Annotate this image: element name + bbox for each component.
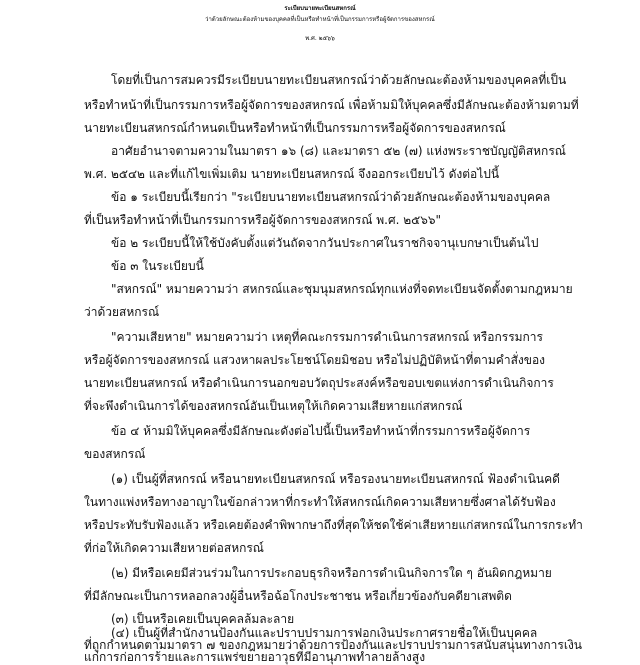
paragraph-line: ข้อ ๔ ห้ามมิให้บุคคลซึ่งมีลักษณะดังต่อไปนี้เป็นหรือทำหน้าที่กรรมการหรือผู้จัดการ (111, 424, 531, 438)
paragraph-line: (๒) มีหรือเคยมีส่วนร่วมในการประกอบธุรกิจหรือการดำเนินกิจการใด ๆ อันผิดกฎหมาย (111, 566, 552, 580)
paragraph-line: ในทางแพ่งหรือทางอาญาในข้อกล่าวหาที่กระทำให้สหกรณ์เกิดความเสียหายซึ่งศาลได้รับฟ้อง (84, 495, 556, 509)
paragraph-line: นายทะเบียนสหกรณ์กำหนดเป็นหรือทำหน้าที่เป็นกรรมการหรือผู้จัดการของสหกรณ์ (84, 121, 506, 135)
document-subtitle: ว่าด้วยลักษณะต้องห้ามของบุคคลที่เป็นหรือทำหน้าที่เป็นกรรมการหรือผู้จัดการของสหกรณ์ (205, 16, 435, 23)
paragraph-line: (๔) เป็นผู้ที่สำนักงานป้องกันและปราบปรามการฟอกเงินประกาศรายชื่อให้เป็นบุคคล (111, 626, 538, 640)
paragraph-line: ที่จะพึงดำเนินการได้ของสหกรณ์อันเป็นเหตุให้เกิดความเสียหายแก่สหกรณ์ (84, 399, 463, 413)
paragraph-line: ที่เป็นหรือทำหน้าที่เป็นกรรมการหรือผู้จัดการของสหกรณ์ พ.ศ. ๒๕๖๖" (84, 213, 441, 227)
paragraph-line: หรือผู้จัดการของสหกรณ์ แสวงหาผลประโยชน์โดยมิชอบ หรือไม่ปฏิบัติหน้าที่ตามคำสั่งของ (84, 353, 546, 367)
paragraph-line: อาศัยอำนาจตามความในมาตรา ๑๖ (๘) และมาตรา ๕๒ (๗) แห่งพระราชบัญญัติสหกรณ์ (111, 144, 566, 158)
paragraph-line: หรือประทับรับฟ้องแล้ว หรือเคยต้องคำพิพากษาถึงที่สุดให้ชดใช้ค่าเสียหายแก่สหกรณ์ในการกระทำ (84, 518, 583, 532)
paragraph-line: ที่ถูกกำหนดตามมาตรา ๗ ของกฎหมายว่าด้วยการป้องกันและปราบปรามการสนับสนุนทางการเงิน (84, 638, 582, 652)
paragraph-line: ที่มีลักษณะเป็นการหลอกลวงผู้อื่นหรือฉ้อโกงประชาชน หรือเกี่ยวข้องกับคดียาเสพติด (84, 589, 512, 603)
paragraph-line: พ.ศ. ๒๕๔๒ และที่แก้ไขเพิ่มเติม นายทะเบียนสหกรณ์ จึงออกระเบียบไว้ ดังต่อไปนี้ (84, 167, 500, 181)
paragraph-line: (๑) เป็นผู้ที่สหกรณ์ หรือนายทะเบียนสหกรณ์ หรือรองนายทะเบียนสหกรณ์ ฟ้องดำเนินคดี (111, 472, 560, 486)
paragraph-line: แก่การก่อการร้ายและการแพร่ขยายอาวุธที่มีอานุภาพทำลายล้างสูง (84, 650, 426, 664)
paragraph-line: ของสหกรณ์ (84, 447, 146, 461)
document-title: ระเบียบนายทะเบียนสหกรณ์ (284, 5, 356, 10)
paragraph-line: นายทะเบียนสหกรณ์ หรือดำเนินการนอกขอบวัตถุประสงค์หรือขอบเขตแห่งการดำเนินกิจการ (84, 376, 554, 390)
paragraph-line: หรือทำหน้าที่เป็นกรรมการหรือผู้จัดการของสหกรณ์ เพื่อห้ามมิให้บุคคลซึ่งมีลักษณะต้องห้ามตามที่ (84, 98, 579, 112)
paragraph-line: ว่าด้วยสหกรณ์ (84, 305, 160, 319)
paragraph-line: "สหกรณ์" หมายความว่า สหกรณ์และชุมนุมสหกรณ์ทุกแห่งที่จดทะเบียนจัดตั้งตามกฎหมาย (111, 282, 573, 296)
document-year: พ.ศ. ๒๕๖๖ (305, 35, 335, 42)
paragraph-line: (๓) เป็นหรือเคยเป็นบุคคลล้มละลาย (111, 612, 295, 626)
paragraph-line: โดยที่เป็นการสมควรมีระเบียบนายทะเบียนสหกรณ์ว่าด้วยลักษณะต้องห้ามของบุคคลที่เป็น (111, 73, 567, 87)
paragraph-line: "ความเสียหาย" หมายความว่า เหตุที่คณะกรรมการดำเนินการสหกรณ์ หรือกรรมการ (111, 330, 543, 344)
paragraph-line: ข้อ ๓ ในระเบียบนี้ (111, 259, 204, 273)
paragraph-line: ข้อ ๑ ระเบียบนี้เรียกว่า "ระเบียบนายทะเบียนสหกรณ์ว่าด้วยลักษณะต้องห้ามของบุคคล (111, 190, 551, 204)
paragraph-line: ที่ก่อให้เกิดความเสียหายต่อสหกรณ์ (84, 541, 264, 555)
paragraph-line: ข้อ ๒ ระเบียบนี้ให้ใช้บังคับตั้งแต่วันถัดจากวันประกาศในราชกิจจานุเบกษาเป็นต้นไป (111, 236, 539, 250)
